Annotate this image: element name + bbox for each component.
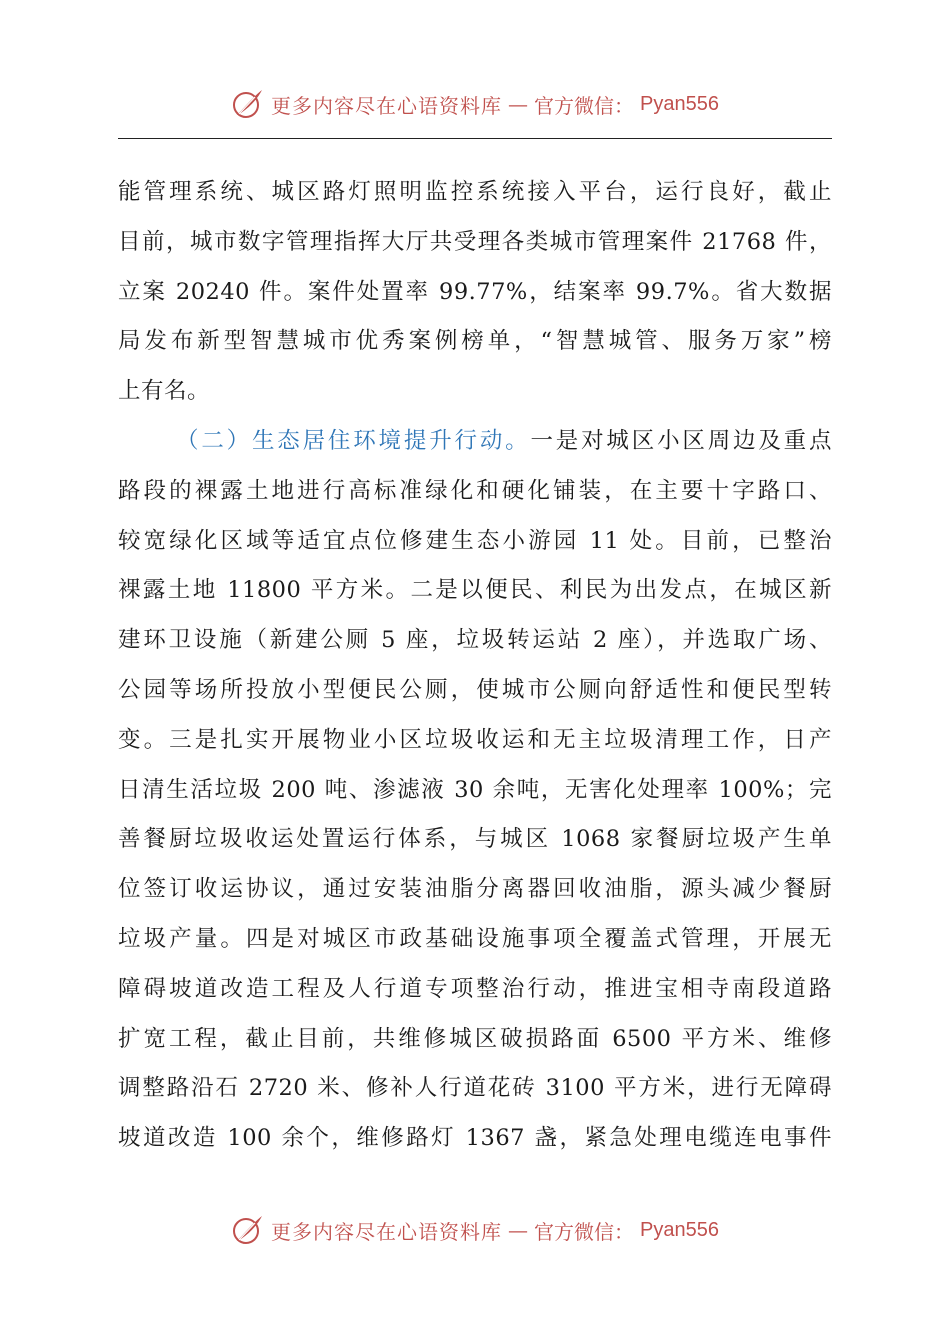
text-line: 局发布新型智慧城市优秀案例榜单，“智慧城管、服务万家”榜 bbox=[118, 328, 832, 355]
text-line: 位签订收运协议，通过安装油脂分离器回收油脂，源头减少餐厨 bbox=[118, 876, 832, 903]
text-line: 坡道改造 100 余个，维修路灯 1367 盏，紧急处理电缆连电事件 bbox=[118, 1125, 832, 1152]
banner-text: 更多内容尽在心语资料库 bbox=[271, 93, 503, 118]
footer-banner bbox=[0, 1210, 950, 1250]
banner-text: 更多内容尽在心语资料库 bbox=[271, 1219, 503, 1244]
text-line: 能管理系统、城区路灯照明监控系统接入平台，运行良好，截止 bbox=[118, 179, 832, 205]
text-line: 公园等场所投放小型便民公厕，使城市公厕向舒适性和便民型转 bbox=[118, 676, 832, 703]
banner-separator: — bbox=[508, 92, 529, 116]
text-line-first bbox=[118, 417, 832, 467]
header-divider bbox=[118, 138, 832, 139]
quill-pen-logo-icon bbox=[231, 1213, 265, 1247]
text-line: 目前，城市数字管理指挥大厅共受理各类城市管理案件 21768 件， bbox=[118, 228, 832, 255]
text-line: 建环卫设施（新建公厕 5 座，垃圾转运站 2 座），并选取广场、 bbox=[118, 627, 832, 654]
text-line: 上有名。 bbox=[118, 378, 211, 405]
text-line: 垃圾产量。四是对城区市政基础设施事项全覆盖式管理，开展无 bbox=[118, 925, 832, 952]
banner-separator: — bbox=[508, 1218, 529, 1242]
text-line: 裸露土地 11800 平方米。二是以便民、利民为出发点，在城区新 bbox=[118, 577, 832, 604]
paragraph-1 bbox=[118, 168, 832, 417]
document-body bbox=[118, 168, 832, 1164]
text-line: 障碍坡道改造工程及人行道专项整治行动，推进宝相寺南段道路 bbox=[118, 975, 832, 1002]
text-line: 日清生活垃圾 200 吨、渗滤液 30 余吨，无害化处理率 100%；完 bbox=[118, 776, 832, 803]
text-line: 较宽绿化区域等适宜点位修建生态小游园 11 处。目前，已整治 bbox=[118, 527, 832, 554]
section-heading: （二）生态居住环境提升行动。 bbox=[176, 427, 531, 454]
text-line: 扩宽工程，截止目前，共维修城区破损路面 6500 平方米、维修 bbox=[118, 1025, 832, 1052]
text-line: 立案 20240 件。案件处置率 99.77%，结案率 99.7%。省大数据 bbox=[118, 278, 832, 305]
wechat-label: 官方微信： bbox=[534, 1219, 635, 1244]
wechat-id: Pyan556 bbox=[640, 92, 719, 115]
header-banner bbox=[0, 84, 950, 124]
text-run: 一是对城区小区周边及重点 bbox=[530, 427, 832, 454]
wechat-id: Pyan556 bbox=[640, 1218, 719, 1241]
text-line: 调整路沿石 2720 米、修补人行道花砖 3100 平方米，进行无障碍 bbox=[118, 1075, 832, 1102]
text-line: 变。三是扎实开展物业小区垃圾收运和无主垃圾清理工作，日产 bbox=[118, 726, 832, 753]
paragraph-2 bbox=[118, 417, 832, 1164]
quill-pen-logo-icon bbox=[231, 87, 265, 121]
text-line: 善餐厨垃圾收运处置运行体系，与城区 1068 家餐厨垃圾产生单 bbox=[118, 826, 832, 853]
wechat-label: 官方微信： bbox=[534, 93, 635, 118]
text-line: 路段的裸露土地进行高标准绿化和硬化铺装，在主要十字路口、 bbox=[118, 477, 832, 504]
